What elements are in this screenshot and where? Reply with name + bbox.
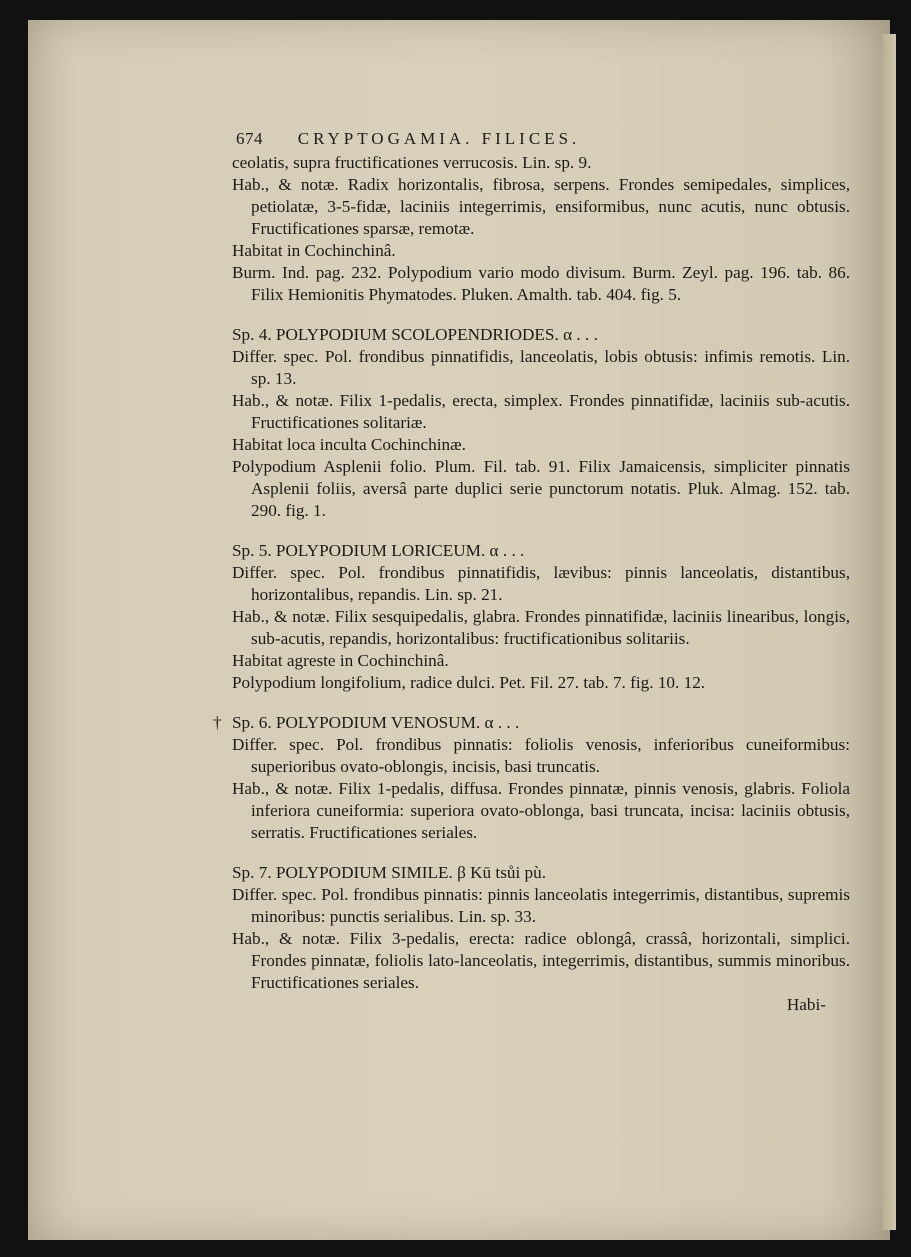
- catchword: Habi-: [786, 995, 826, 1014]
- section-gap: [232, 694, 850, 712]
- species-heading: Sp. 4. POLYPODIUM SCOLOPENDRIODES. α . . .: [232, 325, 598, 344]
- synonym-paragraph: Polypodium Asplenii folio. Plum. Fil. tab. 91. Filix Jamaicensis, simpliciter pinnatis Asplenii foliis, aversâ parte duplici serie punctorum notatis. Pluk. Almag. 152. tab. 290. fig. 1.: [232, 457, 850, 520]
- synonym-paragraph: Burm. Ind. pag. 232. Polypodium vario modo divisum. Burm. Zeyl. pag. 196. tab. 86. Filix Hemionitis Phymatodes. Pluken. Amalth. tab. 404. fig. 5.: [232, 263, 850, 304]
- differentia-paragraph: Differ. spec. Pol. frondibus pinnatifidis, lanceolatis, lobis obtusis: infimis remotis. Lin. sp. 13.: [232, 347, 850, 388]
- running-title: CRYPTOGAMIA. FILICES.: [297, 129, 581, 148]
- section-gap: [232, 844, 850, 862]
- species-heading: Sp. 5. POLYPODIUM LORICEUM. α . . .: [232, 541, 525, 560]
- habitat-line: Habitat in Cochinchinâ.: [232, 241, 396, 260]
- habitus-paragraph: Hab., & notæ. Filix 3-pedalis, erecta: radice oblongâ, crassâ, horizontali, simplici. Frondes pinnatæ, foliolis lato-lanceolatis, integerrimis, distantibus, summis minoribus. Fructificationes seriales.: [232, 929, 850, 992]
- species-heading-row: [213, 712, 850, 734]
- species-heading: Sp. 6. POLYPODIUM VENOSUM. α . . .: [232, 713, 520, 732]
- habitus-paragraph: Hab., & notæ. Radix horizontalis, fibrosa, serpens. Frondes semipedales, simplices, petiolatæ, 3-5-fidæ, laciniis integerrimis, ensiformibus, nunc acutis, nunc obtusis. Fructificationes sparsæ, remotæ.: [232, 175, 850, 238]
- differentia-paragraph: Differ. spec. Pol. frondibus pinnatis: pinnis lanceolatis integerrimis, distantibus, supremis minoribus: punctis serialibus. Lin. sp. 33.: [232, 885, 850, 926]
- section-gap: [232, 306, 850, 324]
- habitus-paragraph: Hab., & notæ. Filix 1-pedalis, erecta, simplex. Frondes pinnatifidæ, laciniis sub-acutis. Fructificationes solitariæ.: [232, 391, 850, 432]
- differentia-paragraph: Differ. spec. Pol. frondibus pinnatis: foliolis venosis, inferioribus cuneiformibus: superioribus ovato-oblongis, incisis, basi truncatis.: [232, 735, 850, 776]
- text-line: ceolatis, supra fructificationes verrucosis. Lin. sp. 9.: [232, 153, 592, 172]
- next-page-edge: [882, 34, 896, 1230]
- habitus-paragraph: Hab., & notæ. Filix 1-pedalis, diffusa. Frondes pinnatæ, pinnis venosis, glabris. Foliola inferiora cuneiformia: superiora ovato-oblonga, basi truncata, incisa: laciniis obtusis, serratis. Fructificationes seriales.: [232, 779, 850, 842]
- habitat-line: Habitat loca inculta Cochinchinæ.: [232, 435, 466, 454]
- page-number: 674: [236, 129, 263, 148]
- section-gap: [232, 522, 850, 540]
- habitus-paragraph: Hab., & notæ. Filix sesquipedalis, glabra. Frondes pinnatifidæ, laciniis linearibus, longis, sub-acutis, repandis, horizontalibus: fructificationibus solitariis.: [232, 607, 850, 648]
- species-heading: Sp. 7. POLYPODIUM SIMILE. β Kū tsůi pù.: [232, 863, 547, 882]
- habitat-line: Habitat agreste in Cochinchinâ.: [232, 651, 449, 670]
- differentia-paragraph: Differ. spec. Pol. frondibus pinnatifidis, lævibus: pinnis lanceolatis, distantibus, horizontalibus, repandis. Lin. sp. 21.: [232, 563, 850, 604]
- dagger-marker: †: [213, 713, 222, 732]
- page-text-block: [213, 128, 850, 1016]
- synonym-paragraph: Polypodium longifolium, radice dulci. Pet. Fil. 27. tab. 7. fig. 10. 12.: [232, 673, 706, 692]
- running-header: [232, 128, 850, 150]
